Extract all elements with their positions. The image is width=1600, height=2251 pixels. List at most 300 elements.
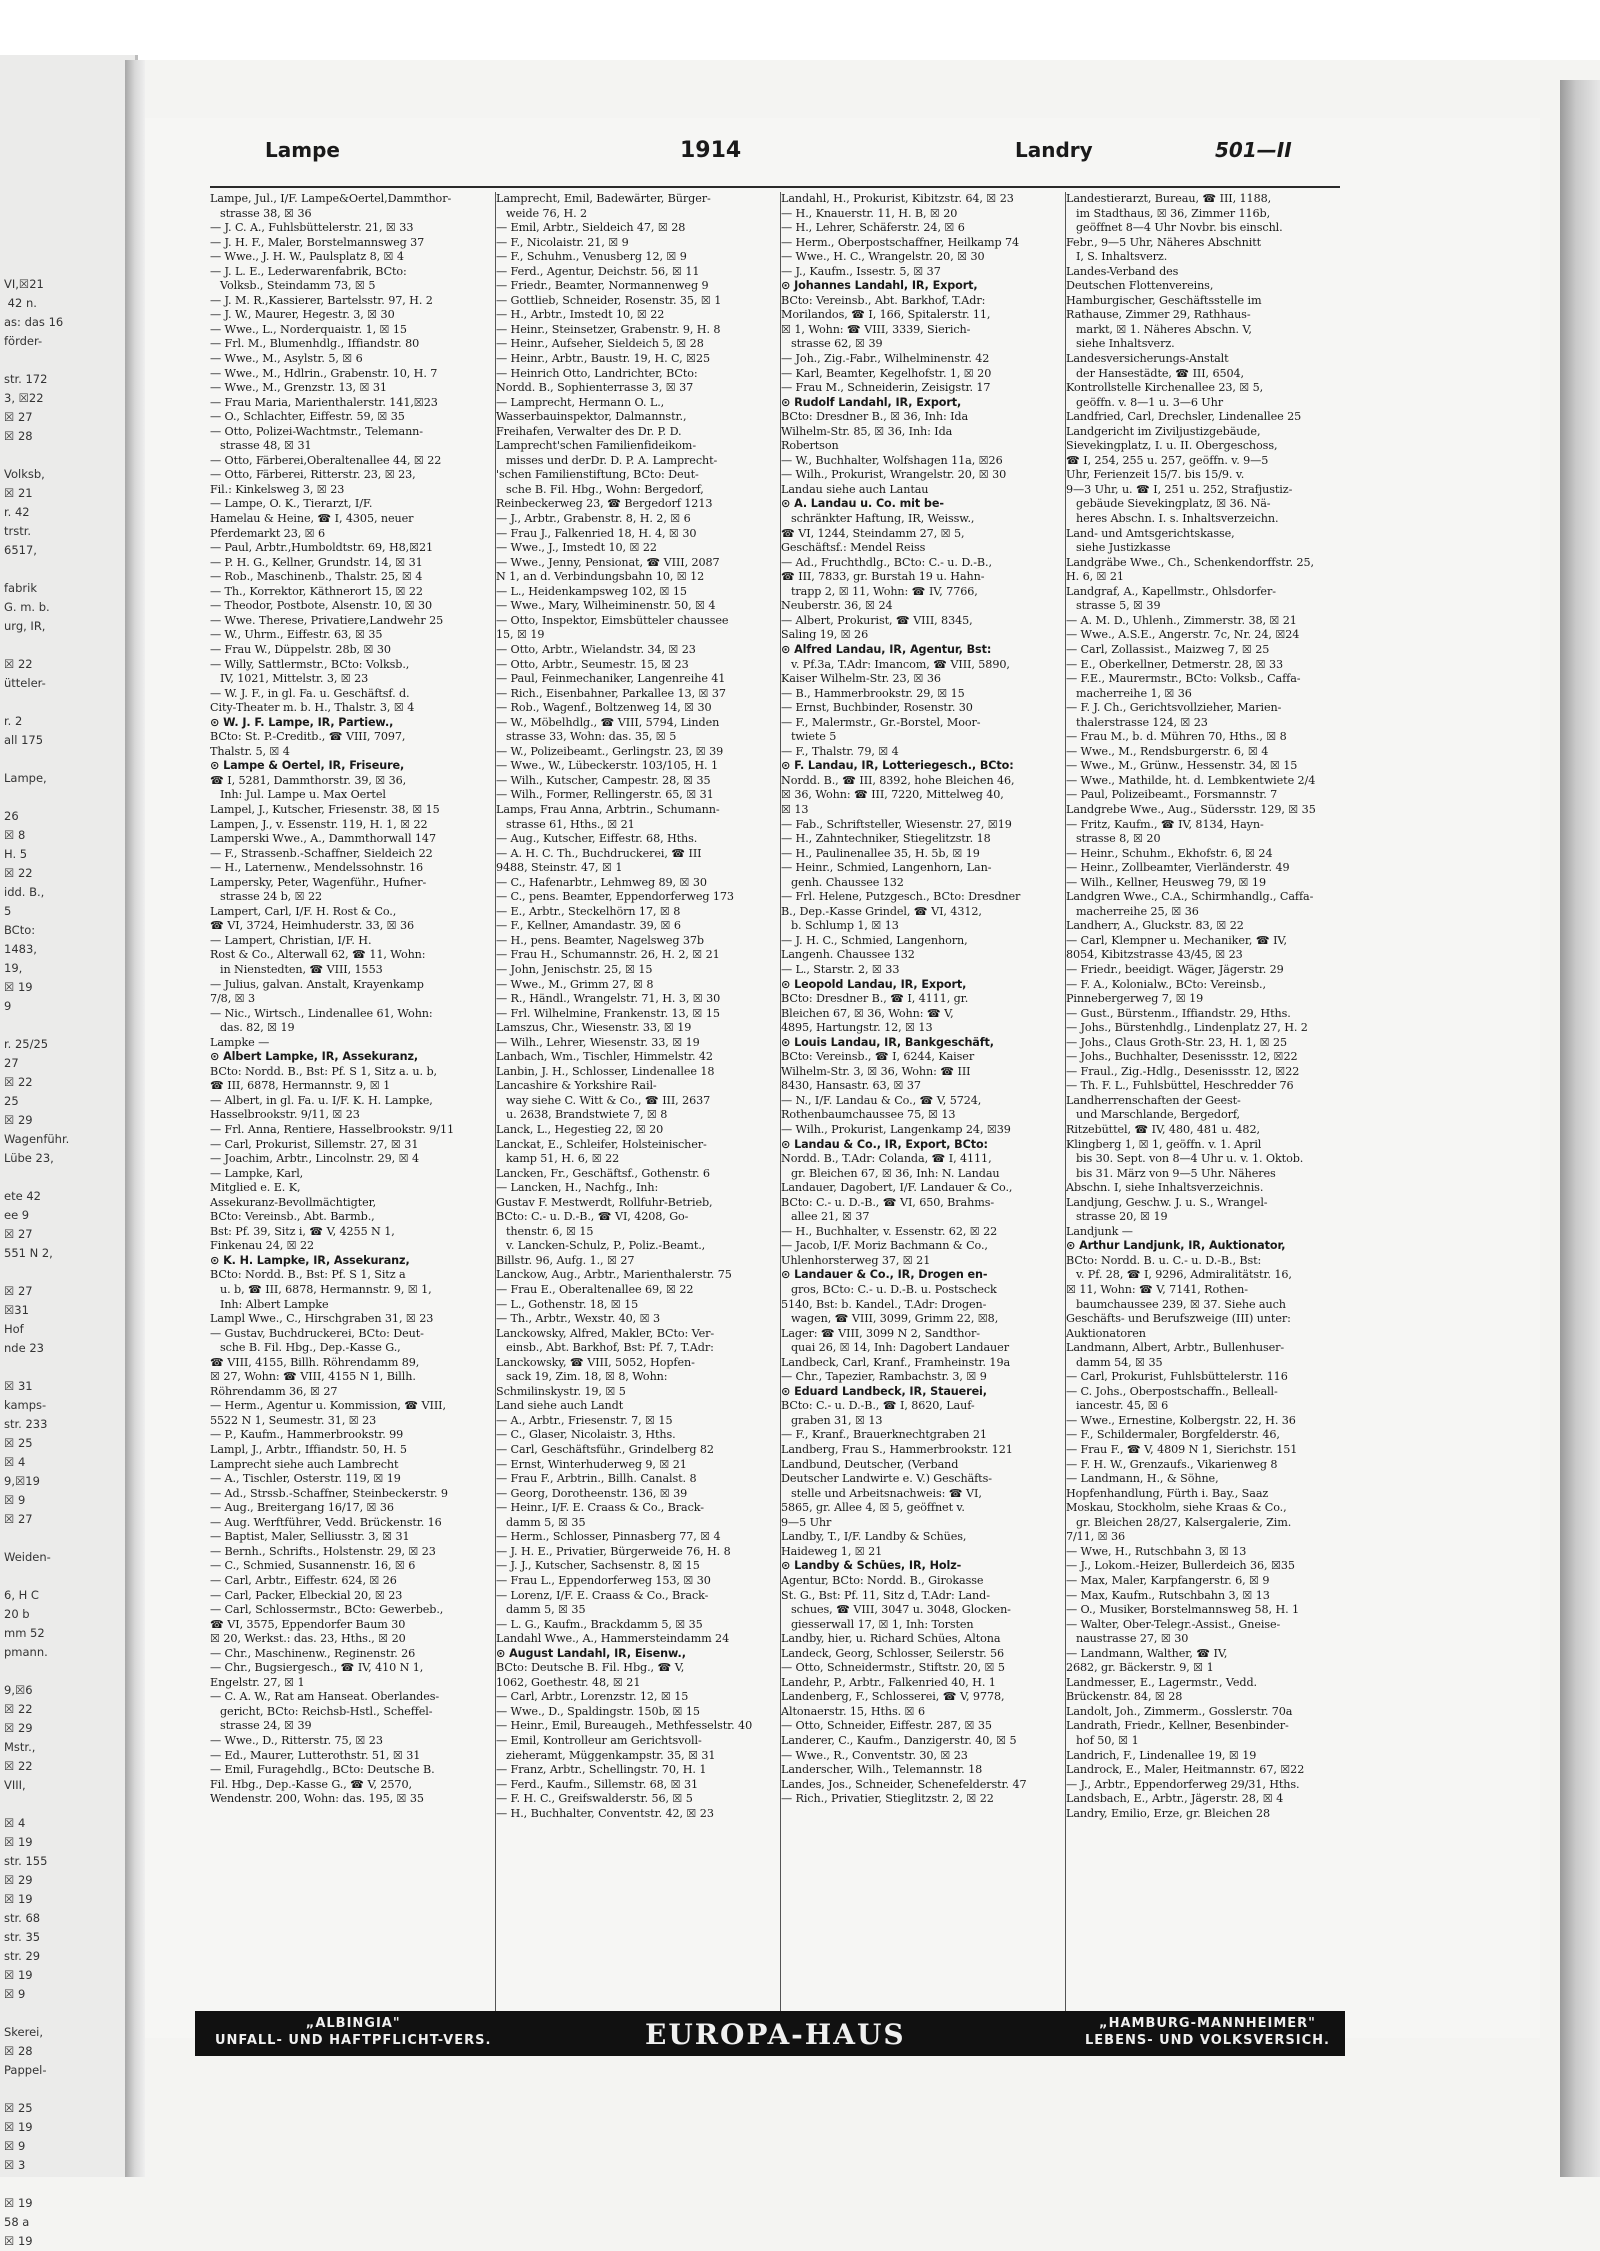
directory-entry: Fil. Hbg., Dep.-Kasse G., ☎ V, 2570, xyxy=(210,1777,412,1791)
directory-entry: — Ferd., Agentur, Deichstr. 56, ☒ 11 xyxy=(496,264,700,278)
directory-entry: damm 54, ☒ 35 xyxy=(1076,1355,1163,1369)
directory-entry: — Emil, Kontrolleur am Gerichtsvoll- xyxy=(496,1733,702,1747)
directory-entry: — Wwe., D., Ritterstr. 75, ☒ 23 xyxy=(210,1733,383,1747)
directory-entry: — C., pens. Beamter, Eppendorferweg 173 xyxy=(496,890,734,904)
directory-entry: — Georg, Dorotheenstr. 136, ☒ 39 xyxy=(496,1486,688,1500)
directory-entry: 8430, Hansastr. 63, ☒ 37 xyxy=(781,1079,921,1093)
directory-entry: IV, 1021, Mittelstr. 3, ☒ 23 xyxy=(220,672,369,686)
directory-entry: strasse 61, Hths., ☒ 21 xyxy=(506,817,635,831)
directory-entry: — Otto, Arbtr., Wielandstr. 34, ☒ 23 xyxy=(496,642,696,656)
directory-entry: — F., Kellner, Amandastr. 39, ☒ 6 xyxy=(496,919,681,933)
directory-entry: sack 19, Zim. 18, ☒ 8, Wohn: xyxy=(506,1370,668,1384)
directory-entry: — Wwe., Jenny, Pensionat, ☎ VIII, 2087 xyxy=(496,555,720,569)
directory-entry: BCto: Dresdner B., ☎ I, 4111, gr. xyxy=(781,992,969,1006)
advertisement-banner xyxy=(195,2011,1345,2056)
directory-entry: 8054, Kibitzstrasse 43/45, ☒ 23 xyxy=(1066,948,1243,962)
directory-entry: — Gust., Bürstenm., Iffiandstr. 29, Hths. xyxy=(1066,1006,1291,1020)
directory-entry: BCto: Nordd. B., Bst: Pf. S 1, Sitz a. u. b, xyxy=(210,1064,437,1078)
directory-entry: Engelstr. 27, ☒ 1 xyxy=(210,1675,305,1689)
directory-entry: — J. L. E., Lederwarenfabrik, BCto: xyxy=(210,264,407,278)
directory-entry: — F., Schildermaler, Borgfelderstr. 46, xyxy=(1066,1428,1280,1442)
directory-entry: — Th., Korrektor, Käthnerort 15, ☒ 22 xyxy=(210,584,423,598)
directory-entry: Morilandos, ☎ I, 166, Spitalerstr. 11, xyxy=(781,308,991,322)
directory-entry: 5522 N 1, Seumestr. 31, ☒ 23 xyxy=(210,1413,377,1427)
directory-entry: — H., Paulinenallee 35, H. 5b, ☒ 19 xyxy=(781,846,980,860)
directory-entry: — E., Arbtr., Steckelhörn 17, ☒ 8 xyxy=(496,904,681,918)
directory-entry: 7/11, ☒ 36 xyxy=(1066,1530,1126,1544)
directory-entry: — F., Schuhm., Venusberg 12, ☒ 9 xyxy=(496,250,687,264)
directory-entry: Freihafen, Verwalter des Dr. P. D. xyxy=(496,424,682,438)
directory-entry: trapp 2, ☒ 11, Wohn: ☎ IV, 7766, xyxy=(791,584,978,598)
directory-entry: Langenh. Chaussee 132 xyxy=(781,948,915,962)
directory-entry: Hasselbrookstr. 9/11, ☒ 23 xyxy=(210,1108,360,1122)
directory-entry: ⊙ K. H. Lampke, IR, Assekuranz, xyxy=(210,1253,410,1267)
column-3 xyxy=(780,192,1056,2042)
directory-entry: — Albert, in gl. Fa. u. I/F. K. H. Lampke, xyxy=(210,1093,433,1107)
directory-entry: — Frl. Anna, Rentiere, Hasselbrookstr. 9/11 xyxy=(210,1123,454,1136)
directory-entry: ⊙ Landby & Schües, IR, Holz- xyxy=(781,1559,962,1573)
directory-entry: heres Abschn. I. s. Inhaltsverzeichn. xyxy=(1076,512,1279,526)
directory-entry: — Heinr., Aufseher, Sieldeich 5, ☒ 28 xyxy=(496,337,704,351)
directory-entry: Thalstr. 5, ☒ 4 xyxy=(210,744,290,758)
directory-entry: — Johs., Buchhalter, Desenissstr. 12, ☒22 xyxy=(1066,1050,1298,1064)
directory-entry: Landberg, Frau S., Hammerbrookstr. 121 xyxy=(781,1443,1013,1457)
directory-entry: — F., Strassenb.-Schaffner, Sieldeich 22 xyxy=(210,846,433,860)
column-1 xyxy=(210,192,485,2042)
directory-entry: — Heinr., Arbtr., Baustr. 19, H. C, ☒25 xyxy=(496,352,710,366)
directory-entry: — Carl, Schlossermstr., BCto: Gewerbeb., xyxy=(210,1603,444,1617)
directory-entry: — Wilh., Kellner, Heusweg 79, ☒ 19 xyxy=(1066,875,1266,889)
directory-entry: ⊙ Eduard Landbeck, IR, Stauerei, xyxy=(781,1384,987,1398)
directory-entry: — Wwe., Mary, Wilheiminenstr. 50, ☒ 4 xyxy=(496,599,716,613)
directory-entry: Pferdemarkt 23, ☒ 6 xyxy=(210,526,326,540)
directory-entry: Hamburgischer, Geschäftsstelle im xyxy=(1066,293,1262,307)
directory-entry: Kaiser Wilhelm-Str. 23, ☒ 36 xyxy=(781,672,941,686)
directory-entry: — A., Arbtr., Friesenstr. 7, ☒ 15 xyxy=(496,1413,673,1427)
directory-entry: ☎ VI, 1244, Steindamm 27, ☒ 5, xyxy=(781,526,965,540)
directory-entry: Inh: Albert Lampke xyxy=(220,1297,329,1311)
directory-entry: Landahl Wwe., A., Hammersteindamm 24 xyxy=(496,1632,730,1646)
directory-entry: — Carl, Prokurist, Fuhlsbüttelerstr. 116 xyxy=(1066,1370,1288,1384)
directory-entry: Schmilinskystr. 19, ☒ 5 xyxy=(496,1384,626,1398)
directory-entry: St. G., Bst: Pf. 11, Sitz d, T.Adr: Land- xyxy=(781,1588,990,1602)
header-page-number: 501—II xyxy=(1215,138,1292,162)
directory-entry: — O., Schlachter, Eiffestr. 59, ☒ 35 xyxy=(210,410,405,424)
directory-entry: — Wwe., Ernestine, Kolbergstr. 22, H. 36 xyxy=(1066,1413,1296,1427)
directory-entry: ☒ 13 xyxy=(781,802,809,816)
directory-entry: — L., Gothenstr. 18, ☒ 15 xyxy=(496,1297,639,1311)
directory-entry: — Heinrich Otto, Landrichter, BCto: xyxy=(496,366,698,380)
directory-entry: thenstr. 6, ☒ 15 xyxy=(506,1224,594,1238)
directory-entry: Hopfenhandlung, Fürth i. Bay., Saaz xyxy=(1066,1486,1269,1500)
directory-entry: twiete 5 xyxy=(791,730,837,744)
directory-entry: einsb., Abt. Barkhof, Bst: Pf. 7, T.Adr: xyxy=(506,1341,714,1355)
directory-entry: — Th., Arbtr., Wexstr. 40, ☒ 3 xyxy=(496,1312,660,1326)
directory-entry: — Heinr., I/F. E. Craass & Co., Brack- xyxy=(496,1501,704,1515)
directory-entry: — Aug., Kutscher, Eiffestr. 68, Hths. xyxy=(496,832,698,846)
directory-entry: — Otto, Arbtr., Seumestr. 15, ☒ 23 xyxy=(496,657,689,671)
directory-entry: ☎ III, 6878, Hermannstr. 9, ☒ 1 xyxy=(210,1079,391,1093)
directory-entry: Landenberg, F., Schlosserei, ☎ V, 9778, xyxy=(781,1690,1005,1704)
directory-entry: — Wwe., R., Conventstr. 30, ☒ 23 xyxy=(781,1748,968,1762)
directory-entry: 5140, Bst: b. Kandel., T.Adr: Drogen- xyxy=(781,1297,987,1311)
column-2 xyxy=(495,192,771,2042)
directory-entry: Lanbach, Wm., Tischler, Himmelstr. 42 xyxy=(496,1050,713,1064)
directory-entry: — Carl, Arbtr., Lorenzstr. 12, ☒ 15 xyxy=(496,1690,689,1704)
directory-entry: H. 6, ☒ 21 xyxy=(1066,570,1124,584)
directory-entry: Landgraf, A., Kapellmstr., Ohlsdorfer- xyxy=(1066,584,1276,598)
directory-entry: — Wilh., Prokurist, Langenkamp 24, ☒39 xyxy=(781,1123,1011,1136)
directory-entry: — Emil, Furagehdlg., BCto: Deutsche B. xyxy=(210,1763,435,1777)
directory-entry: 15, ☒ 19 xyxy=(496,628,545,642)
ad-hm-name: „HAMBURG-MANNHEIMER" xyxy=(1099,2016,1316,2031)
directory-entry: — Albert, Prokurist, ☎ VIII, 8345, xyxy=(781,613,973,627)
directory-entry: markt, ☒ 1. Näheres Abschn. V, xyxy=(1076,322,1252,336)
directory-entry: naustrasse 27, ☒ 30 xyxy=(1076,1632,1189,1646)
directory-entry: Lampen, J., v. Essenstr. 119, H. 1, ☒ 22 xyxy=(210,817,428,831)
directory-entry: 2682, gr. Bäckerstr. 9, ☒ 1 xyxy=(1066,1661,1214,1675)
directory-entry: — Wwe., J. H. W., Paulsplatz 8, ☒ 4 xyxy=(210,250,404,264)
directory-entry: — Frau J., Falkenried 18, H. 4, ☒ 30 xyxy=(496,526,697,540)
directory-entry: — Chr., Bugsiergesch., ☎ IV, 410 N 1, xyxy=(210,1661,424,1675)
directory-entry: Neuberstr. 36, ☒ 24 xyxy=(781,599,893,613)
directory-entry: Lamperski Wwe., A., Dammthorwall 147 xyxy=(210,832,436,846)
directory-entry: Landsbach, E., Arbtr., Jägerstr. 28, ☒ 4 xyxy=(1066,1792,1284,1806)
directory-entry: — Otto, Polizei-Wachtmstr., Telemann- xyxy=(210,424,423,438)
directory-entry: — J., Arbtr., Eppendorferweg 29/31, Hths. xyxy=(1066,1777,1300,1791)
directory-entry: Lager: ☎ VIII, 3099 N 2, Sandthor- xyxy=(781,1326,980,1340)
directory-entry: schues, ☎ VIII, 3047 u. 3048, Glocken- xyxy=(791,1603,1011,1617)
directory-entry: Landes, Jos., Schneider, Schenefelderstr. 47 xyxy=(781,1777,1027,1791)
directory-entry: — Wwe., M., Asylstr. 5, ☒ 6 xyxy=(210,352,363,366)
directory-entry: Landehr, P., Arbtr., Falkenried 40, H. 1 xyxy=(781,1675,996,1689)
directory-entry: — Herm., Schlosser, Pinnasberg 77, ☒ 4 xyxy=(496,1530,721,1544)
directory-entry: — Wwe., M., Hdlrin., Grabenstr. 10, H. 7 xyxy=(210,366,438,380)
directory-entry: — F., Kranf., Brauerknechtgraben 21 xyxy=(781,1428,987,1442)
directory-entry: — H., Buchhalter, Conventstr. 42, ☒ 23 xyxy=(496,1806,714,1820)
directory-entry: — Lancken, H., Nachfg., Inh: xyxy=(496,1181,659,1195)
directory-entry: — F. A., Kolonialw., BCto: Vereinsb., xyxy=(1066,977,1266,991)
directory-entry: — Julius, galvan. Anstalt, Krayenkamp xyxy=(210,977,424,991)
directory-entry: way siehe C. Witt & Co., ☎ III, 2637 xyxy=(506,1093,711,1107)
directory-entry: — Frau Maria, Marienthalerstr. 141,☒23 xyxy=(210,395,438,409)
directory-entry: Landauer, Dagobert, I/F. Landauer & Co., xyxy=(781,1181,1013,1195)
directory-entry: strasse 5, ☒ 39 xyxy=(1076,599,1161,613)
directory-entry: — E., Oberkellner, Detmerstr. 28, ☒ 33 xyxy=(1066,657,1283,671)
directory-entry: — Lampert, Christian, I/F. H. xyxy=(210,933,372,947)
directory-columns xyxy=(210,192,1340,2042)
directory-entry: — Fraul., Zig.-Hdlg., Desenissstr. 12, ☒22 xyxy=(1066,1064,1300,1078)
directory-entry: Landrath, Friedr., Kellner, Besenbinder- xyxy=(1066,1719,1289,1733)
book-gutter xyxy=(125,60,145,2177)
directory-entry: — Ernst, Buchbinder, Rosenstr. 30 xyxy=(781,701,973,715)
directory-entry: strasse 24 b, ☒ 22 xyxy=(220,890,323,904)
directory-entry: — J. H. F., Maler, Borstelmannsweg 37 xyxy=(210,235,425,249)
directory-entry: Agentur, BCto: Nordd. B., Girokasse xyxy=(781,1573,984,1587)
directory-entry: — Friedr., Beamter, Normannenweg 9 xyxy=(496,279,709,293)
directory-entry: — C. Johs., Oberpostschaffn., Belleall- xyxy=(1066,1384,1278,1398)
directory-entry: BCto: C.- u. D.-B., ☎ VI, 4208, Go- xyxy=(496,1210,689,1224)
directory-entry: Landolt, Joh., Zimmerm., Gosslerstr. 70a xyxy=(1066,1704,1293,1718)
directory-entry: ☒ 1, Wohn: ☎ VIII, 3339, Sierich- xyxy=(781,322,971,336)
directory-entry: — J. W., Maurer, Hegestr. 3, ☒ 30 xyxy=(210,308,395,322)
directory-entry: Lanckat, E., Schleifer, Holsteinischer- xyxy=(496,1137,707,1151)
directory-entry: — Jacob, I/F. Moriz Bachmann & Co., xyxy=(781,1239,988,1253)
header-first-name: Lampe xyxy=(265,138,340,162)
directory-entry: — Fab., Schriftsteller, Wiesenstr. 27, ☒19 xyxy=(781,817,1012,831)
directory-entry: Landrich, F., Lindenallee 19, ☒ 19 xyxy=(1066,1748,1257,1762)
directory-entry: BCto: C.- u. D.-B., ☎ I, 8620, Lauf- xyxy=(781,1399,975,1413)
directory-entry: — Lorenz, I/F. E. Craass & Co., Brack- xyxy=(496,1588,709,1602)
directory-entry: ⊙ Johannes Landahl, IR, Export, xyxy=(781,279,978,293)
directory-entry: wagen, ☎ VIII, 3099, Grimm 22, ☒8, xyxy=(791,1312,999,1326)
directory-entry: — F. J. Ch., Gerichtsvollzieher, Marien- xyxy=(1066,701,1282,715)
directory-entry: Landesversicherungs-Anstalt xyxy=(1066,352,1229,366)
directory-entry: — C., Schmied, Susannenstr. 16, ☒ 6 xyxy=(210,1559,416,1573)
directory-entry: — L., Starstr. 2, ☒ 33 xyxy=(781,962,900,976)
directory-entry: — Frau M., Schneiderin, Zeisigstr. 17 xyxy=(781,381,991,395)
directory-entry: — Joh., Zig.-Fabr., Wilhelminenstr. 42 xyxy=(781,352,990,366)
directory-entry: strasse 62, ☒ 39 xyxy=(791,337,883,351)
page-stack-edge xyxy=(1560,80,1600,2177)
directory-entry: — Heinr., Schmied, Langenhorn, Lan- xyxy=(781,861,992,875)
directory-entry: — Heinr., Zollbeamter, Vierländerstr. 49 xyxy=(1066,861,1290,875)
directory-entry: ☎ I, 254, 255 u. 257, geöffn. v. 9—5 xyxy=(1066,453,1269,467)
directory-entry: geöffnet 8—4 Uhr Novbr. bis einschl. xyxy=(1076,221,1283,235)
directory-entry: ☒ 27, Wohn: ☎ VIII, 4155 N 1, Billh. xyxy=(210,1370,416,1384)
directory-entry: Lampe, Jul., I/F. Lampe&Oertel,Dammthor- xyxy=(210,192,452,205)
directory-entry: — Wilh., Prokurist, Wrangelstr. 20, ☒ 30 xyxy=(781,468,1007,482)
directory-entry: thalerstrasse 124, ☒ 23 xyxy=(1076,715,1208,729)
directory-entry: Bleichen 67, ☒ 36, Wohn: ☎ V, xyxy=(781,1006,954,1020)
directory-entry: Lamprecht, Emil, Badewärter, Bürger- xyxy=(496,192,711,205)
directory-entry: — Friedr., beeidigt. Wäger, Jägerstr. 29 xyxy=(1066,962,1284,976)
directory-entry: — Otto, Schneider, Eiffestr. 287, ☒ 35 xyxy=(781,1719,992,1733)
directory-entry: siehe Justizkasse xyxy=(1076,541,1171,555)
directory-entry: — Wwe., Mathilde, ht. d. Lembkentwiete 2/4 xyxy=(1066,773,1316,787)
directory-entry: — J., Arbtr., Grabenstr. 8, H. 2, ☒ 6 xyxy=(496,512,691,526)
directory-entry: gericht, BCto: Reichsb-Hstl., Scheffel- xyxy=(220,1704,433,1718)
directory-entry: — Ed., Maurer, Lutterothstr. 51, ☒ 31 xyxy=(210,1748,421,1762)
directory-entry: — A., Tischler, Osterstr. 119, ☒ 19 xyxy=(210,1472,401,1486)
directory-entry: — Rich., Eisenbahner, Parkallee 13, ☒ 37 xyxy=(496,686,726,700)
directory-entry: — Theodor, Postbote, Alsenstr. 10, ☒ 30 xyxy=(210,599,433,613)
directory-entry: — Herm., Oberpostschaffner, Heilkamp 74 xyxy=(781,235,1020,249)
directory-entry: Land- und Amtsgerichtskasse, xyxy=(1066,526,1235,540)
directory-entry: Mitglied e. E. K, xyxy=(210,1181,301,1195)
directory-entry: BCto: Deutsche B. Fil. Hbg., ☎ V, xyxy=(496,1661,685,1675)
directory-entry: — Frau F., ☎ V, 4809 N 1, Sierichstr. 151 xyxy=(1066,1443,1298,1457)
directory-entry: strasse 38, ☒ 36 xyxy=(220,206,312,220)
directory-entry: — H., Lehrer, Schäferstr. 24, ☒ 6 xyxy=(781,221,965,235)
directory-entry: — C. A. W., Rat am Hanseat. Oberlandes- xyxy=(210,1690,440,1704)
directory-entry: N 1, an d. Verbindungsbahn 10, ☒ 12 xyxy=(496,570,705,584)
directory-entry: — A. H. C. Th., Buchdruckerei, ☎ III xyxy=(496,846,702,860)
directory-entry: ⊙ Arthur Landjunk, IR, Auktionator, xyxy=(1066,1239,1286,1253)
directory-entry: Landjung, Geschw. J. u. S., Wrangel- xyxy=(1066,1195,1268,1209)
directory-entry: Deutschen Flottenvereins, xyxy=(1066,279,1214,293)
directory-entry: Nordd. B., Sophienterrasse 3, ☒ 37 xyxy=(496,381,694,395)
directory-entry: — Wilh., Lehrer, Wiesenstr. 33, ☒ 19 xyxy=(496,1035,700,1049)
directory-entry: — Wwe., D., Spaldingstr. 150b, ☒ 15 xyxy=(496,1704,700,1718)
directory-entry: Saling 19, ☒ 26 xyxy=(781,628,869,642)
directory-entry: Landherr, A., Gluckstr. 83, ☒ 22 xyxy=(1066,919,1244,933)
ad-europa-haus: EUROPA-HAUS xyxy=(645,2018,906,2051)
directory-entry: 9—3 Uhr, u. ☎ I, 251 u. 252, Strafjustiz- xyxy=(1066,482,1293,496)
directory-entry: Landmann, Albert, Arbtr., Bullenhuser- xyxy=(1066,1341,1285,1355)
directory-entry: stelle und Arbeitsnachweis: ☎ VI, xyxy=(791,1486,982,1500)
directory-entry: — J. H. E., Privatier, Bürgerweide 76, H. 8 xyxy=(496,1544,731,1558)
directory-entry: — Landmann, Walther, ☎ IV, xyxy=(1066,1646,1228,1660)
directory-entry: — Nic., Wirtsch., Lindenallee 61, Wohn: xyxy=(210,1006,433,1020)
directory-entry: — Rob., Maschinenb., Thalstr. 25, ☒ 4 xyxy=(210,570,423,584)
directory-entry: — Ad., Strssb.-Schaffner, Steinbeckerstr. 9 xyxy=(210,1486,448,1500)
directory-entry: Lamps, Frau Anna, Arbtrin., Schumann- xyxy=(496,802,720,816)
directory-entry: — Frau F., Arbtrin., Billh. Canalst. 8 xyxy=(496,1472,697,1486)
directory-entry: Sievekingplatz, I. u. II. Obergeschoss, xyxy=(1066,439,1278,453)
directory-entry: Hamelau & Heine, ☎ I, 4305, neuer xyxy=(210,512,414,526)
directory-entry: Lancken, Fr., Geschäftsf., Gothenstr. 6 xyxy=(496,1166,710,1180)
directory-entry: Landerscher, Wilh., Telemannstr. 18 xyxy=(781,1763,983,1777)
directory-entry: Landby, T., I/F. Landby & Schües, xyxy=(781,1530,967,1544)
directory-entry: ⊙ W. J. F. Lampe, IR, Partiew., xyxy=(210,715,394,729)
directory-entry: Lampl Wwe., C., Hirschgraben 31, ☒ 23 xyxy=(210,1312,434,1326)
directory-entry: — Ernst, Winterhuderweg 9, ☒ 21 xyxy=(496,1457,687,1471)
directory-entry: Brückenstr. 84, ☒ 28 xyxy=(1066,1690,1183,1704)
directory-entry: — Frau W., Düppelstr. 28b, ☒ 30 xyxy=(210,642,391,656)
directory-entry: ⊙ A. Landau u. Co. mit be- xyxy=(781,497,944,511)
directory-entry: — W. J. F., in gl. Fa. u. Geschäftsf. d. xyxy=(210,686,410,700)
directory-entry: ☎ I, 5281, Dammthorstr. 39, ☒ 36, xyxy=(210,773,407,787)
directory-entry: 9—5 Uhr xyxy=(781,1515,832,1529)
directory-entry: damm 5, ☒ 35 xyxy=(506,1603,586,1617)
directory-entry: — Wwe., M., Grimm 27, ☒ 8 xyxy=(496,977,654,991)
directory-entry: — Frau H., Schumannstr. 26, H. 2, ☒ 21 xyxy=(496,948,720,962)
directory-entry: — Fritz, Kaufm., ☎ IV, 8134, Hayn- xyxy=(1066,817,1264,831)
directory-entry: gr. Bleichen 28/27, Kalsergalerie, Zim. xyxy=(1076,1515,1292,1529)
directory-entry: Ritzebüttel, ☎ IV, 480, 481 u. 482, xyxy=(1066,1123,1260,1136)
directory-entry: City-Theater m. b. H., Thalstr. 3, ☒ 4 xyxy=(210,701,415,715)
directory-entry: der Hansestädte, ☎ III, 6504, xyxy=(1076,366,1244,380)
directory-entry: Landestierarzt, Bureau, ☎ III, 1188, xyxy=(1066,192,1272,205)
directory-entry: gr. Bleichen 67, ☒ 36, Inh: N. Landau xyxy=(791,1166,1000,1180)
directory-entry: strasse 33, Wohn: das. 35, ☒ 5 xyxy=(506,730,677,744)
directory-entry: — Landmann, H., & Söhne, xyxy=(1066,1472,1219,1486)
directory-entry: genh. Chaussee 132 xyxy=(791,875,904,889)
directory-entry: — Wwe., M., Grünw., Hessenstr. 34, ☒ 15 xyxy=(1066,759,1298,773)
directory-entry: damm 5, ☒ 35 xyxy=(506,1515,586,1529)
directory-entry: BCto: Nordd. B., Bst: Pf. S 1, Sitz a xyxy=(210,1268,406,1282)
directory-entry: Billstr. 96, Aufg. 1., ☒ 27 xyxy=(496,1253,635,1267)
directory-entry: Uhlenhorsterweg 37, ☒ 21 xyxy=(781,1253,931,1267)
directory-entry: schränkter Haftung, IR, Weissw., xyxy=(791,512,975,526)
directory-entry: BCto: Nordd. B. u. C.- u. D.-B., Bst: xyxy=(1066,1253,1262,1267)
directory-entry: — Paul, Polizeibeamt., Forsmannstr. 7 xyxy=(1066,788,1278,802)
directory-entry: — Wilh., Kutscher, Campestr. 28, ☒ 35 xyxy=(496,773,711,787)
directory-entry: im Stadthaus, ☒ 36, Zimmer 116b, xyxy=(1076,206,1271,220)
directory-entry: — Carl, Prokurist, Sillemstr. 27, ☒ 31 xyxy=(210,1137,419,1151)
directory-entry: — Gustav, Buchdruckerei, BCto: Deut- xyxy=(210,1326,424,1340)
directory-entry: Lampert, Carl, I/F. H. Rost & Co., xyxy=(210,904,397,918)
directory-entry: — Wwe., L., Norderquaistr. 1, ☒ 15 xyxy=(210,322,407,336)
directory-entry: ⊙ Landauer & Co., IR, Drogen en- xyxy=(781,1268,988,1282)
directory-entry: — F. H. W., Grenzaufs., Vikarienweg 8 xyxy=(1066,1457,1278,1471)
directory-entry: Geschäftsf.: Mendel Reiss xyxy=(781,541,926,555)
directory-entry: — Otto, Färberei, Ritterstr. 23, ☒ 23, xyxy=(210,468,416,482)
directory-entry: — J. M. R.,Kassierer, Bartelsstr. 97, H. 2 xyxy=(210,293,433,307)
directory-entry: geöffn. v. 8—1 u. 3—6 Uhr xyxy=(1076,395,1223,409)
directory-entry: — Max, Kaufm., Rutschbahn 3, ☒ 13 xyxy=(1066,1588,1270,1602)
directory-entry: Kontrollstelle Kirchenallee 23, ☒ 5, xyxy=(1066,381,1264,395)
directory-entry: Lancashire & Yorkshire Rail- xyxy=(496,1079,657,1093)
directory-entry: misses und derDr. D. P. A. Lamprecht- xyxy=(506,453,718,467)
directory-entry: Landgericht im Ziviljustizgebäude, xyxy=(1066,424,1261,438)
directory-entry: ☒ 36, Wohn: ☎ III, 7220, Mittelweg 40, xyxy=(781,788,1004,802)
directory-entry: v. Pf. 28, ☎ I, 9296, Admiralitätstr. 16, xyxy=(1076,1268,1292,1282)
directory-entry: Lanck, L., Hegestieg 22, ☒ 20 xyxy=(496,1123,664,1136)
directory-entry: — Paul, Feinmechaniker, Langenreihe 41 xyxy=(496,672,726,686)
header-year: 1914 xyxy=(680,138,742,163)
directory-entry: bis 31. März von 9—5 Uhr. Näheres xyxy=(1076,1166,1276,1180)
directory-entry: gros, BCto: C.- u. D.-B. u. Postscheck xyxy=(791,1283,997,1297)
directory-entry: — Joachim, Arbtr., Lincolnstr. 29, ☒ 4 xyxy=(210,1152,419,1166)
directory-entry: — F., Nicolaistr. 21, ☒ 9 xyxy=(496,235,629,249)
directory-entry: Robertson xyxy=(781,439,839,453)
directory-entry: — Frl. Helene, Putzgesch., BCto: Dresdner xyxy=(781,890,1021,904)
directory-entry: — Wwe., M., Grenzstr. 13, ☒ 31 xyxy=(210,381,387,395)
directory-entry: u. b, ☎ III, 6878, Hermannstr. 9, ☒ 1, xyxy=(220,1283,432,1297)
directory-entry: macherreihe 25, ☒ 36 xyxy=(1076,904,1199,918)
directory-entry: — Johs., Bürstenhdlg., Lindenplatz 27, H. 2 xyxy=(1066,1021,1308,1035)
directory-entry: — J. H. C., Schmied, Langenhorn, xyxy=(781,933,968,947)
directory-entry: — Lampe, O. K., Tierarzt, I/F. xyxy=(210,497,373,511)
directory-entry: — Wwe., J., Imstedt 10, ☒ 22 xyxy=(496,541,657,555)
previous-page-edge xyxy=(0,55,138,2248)
directory-entry: Auktionatoren xyxy=(1066,1326,1146,1340)
directory-entry: Landgrebe Wwe., Aug., Südersstr. 129, ☒ 35 xyxy=(1066,802,1316,816)
directory-entry: Lanckow, Aug., Arbtr., Marienthalerstr. 75 xyxy=(496,1268,732,1282)
directory-entry: Geschäfts- und Berufszweige (III) unter: xyxy=(1066,1312,1291,1326)
directory-entry: — H., Buchhalter, v. Essenstr. 62, ☒ 22 xyxy=(781,1224,998,1238)
directory-entry: — J., Lokom.-Heizer, Bullerdeich 36, ☒35 xyxy=(1066,1559,1295,1573)
directory-entry: — L., Heidenkampsweg 102, ☒ 15 xyxy=(496,584,687,598)
directory-entry: strasse 48, ☒ 31 xyxy=(220,439,312,453)
directory-entry: — Chr., Tapezier, Rambachstr. 3, ☒ 9 xyxy=(781,1370,987,1384)
directory-entry: — P., Kaufm., Hammerbrookstr. 99 xyxy=(210,1428,404,1442)
directory-entry: strasse 8, ☒ 20 xyxy=(1076,832,1161,846)
directory-entry: — Th. F. L., Fuhlsbüttel, Heschredder 76 xyxy=(1066,1079,1294,1093)
page-header xyxy=(155,118,1335,163)
directory-entry: Febr., 9—5 Uhr, Näheres Abschnitt xyxy=(1066,235,1262,249)
directory-entry: ⊙ Landau & Co., IR, Export, BCto: xyxy=(781,1137,988,1151)
directory-entry: 1062, Goethestr. 48, ☒ 21 xyxy=(496,1675,641,1689)
directory-entry: Landahl, H., Prokurist, Kibitzstr. 64, ☒ 23 xyxy=(781,192,1014,205)
directory-entry: ⊙ Lampe & Oertel, IR, Friseure, xyxy=(210,759,405,773)
directory-entry: — Carl, Arbtr., Eiffestr. 624, ☒ 26 xyxy=(210,1573,397,1587)
directory-entry: — Max, Maler, Karpfangerstr. 6, ☒ 9 xyxy=(1066,1573,1270,1587)
ad-albingia-name: „ALBINGIA" xyxy=(305,2016,401,2031)
directory-entry: — Ferd., Kaufm., Sillemstr. 68, ☒ 31 xyxy=(496,1777,699,1791)
directory-entry: — Gottlieb, Schneider, Rosenstr. 35, ☒ 1 xyxy=(496,293,722,307)
directory-entry: ⊙ Alfred Landau, IR, Agentur, Bst: xyxy=(781,642,992,656)
directory-entry: kamp 51, H. 6, ☒ 22 xyxy=(506,1152,620,1166)
directory-entry: Lamprecht siehe auch Lambrecht xyxy=(210,1457,399,1471)
directory-entry: bis 30. Sept. von 8—4 Uhr u. v. 1. Oktob. xyxy=(1076,1152,1304,1166)
directory-entry: Landgren Wwe., C.A., Schirmhandlg., Caffa- xyxy=(1066,890,1314,904)
directory-entry: Landry, Emilio, Erze, gr. Bleichen 28 xyxy=(1066,1806,1271,1820)
directory-entry: Lanckowsky, Alfred, Makler, BCto: Ver- xyxy=(496,1326,715,1340)
directory-entry: — Otto, Inspektor, Eimsbütteler chaussee xyxy=(496,613,729,627)
